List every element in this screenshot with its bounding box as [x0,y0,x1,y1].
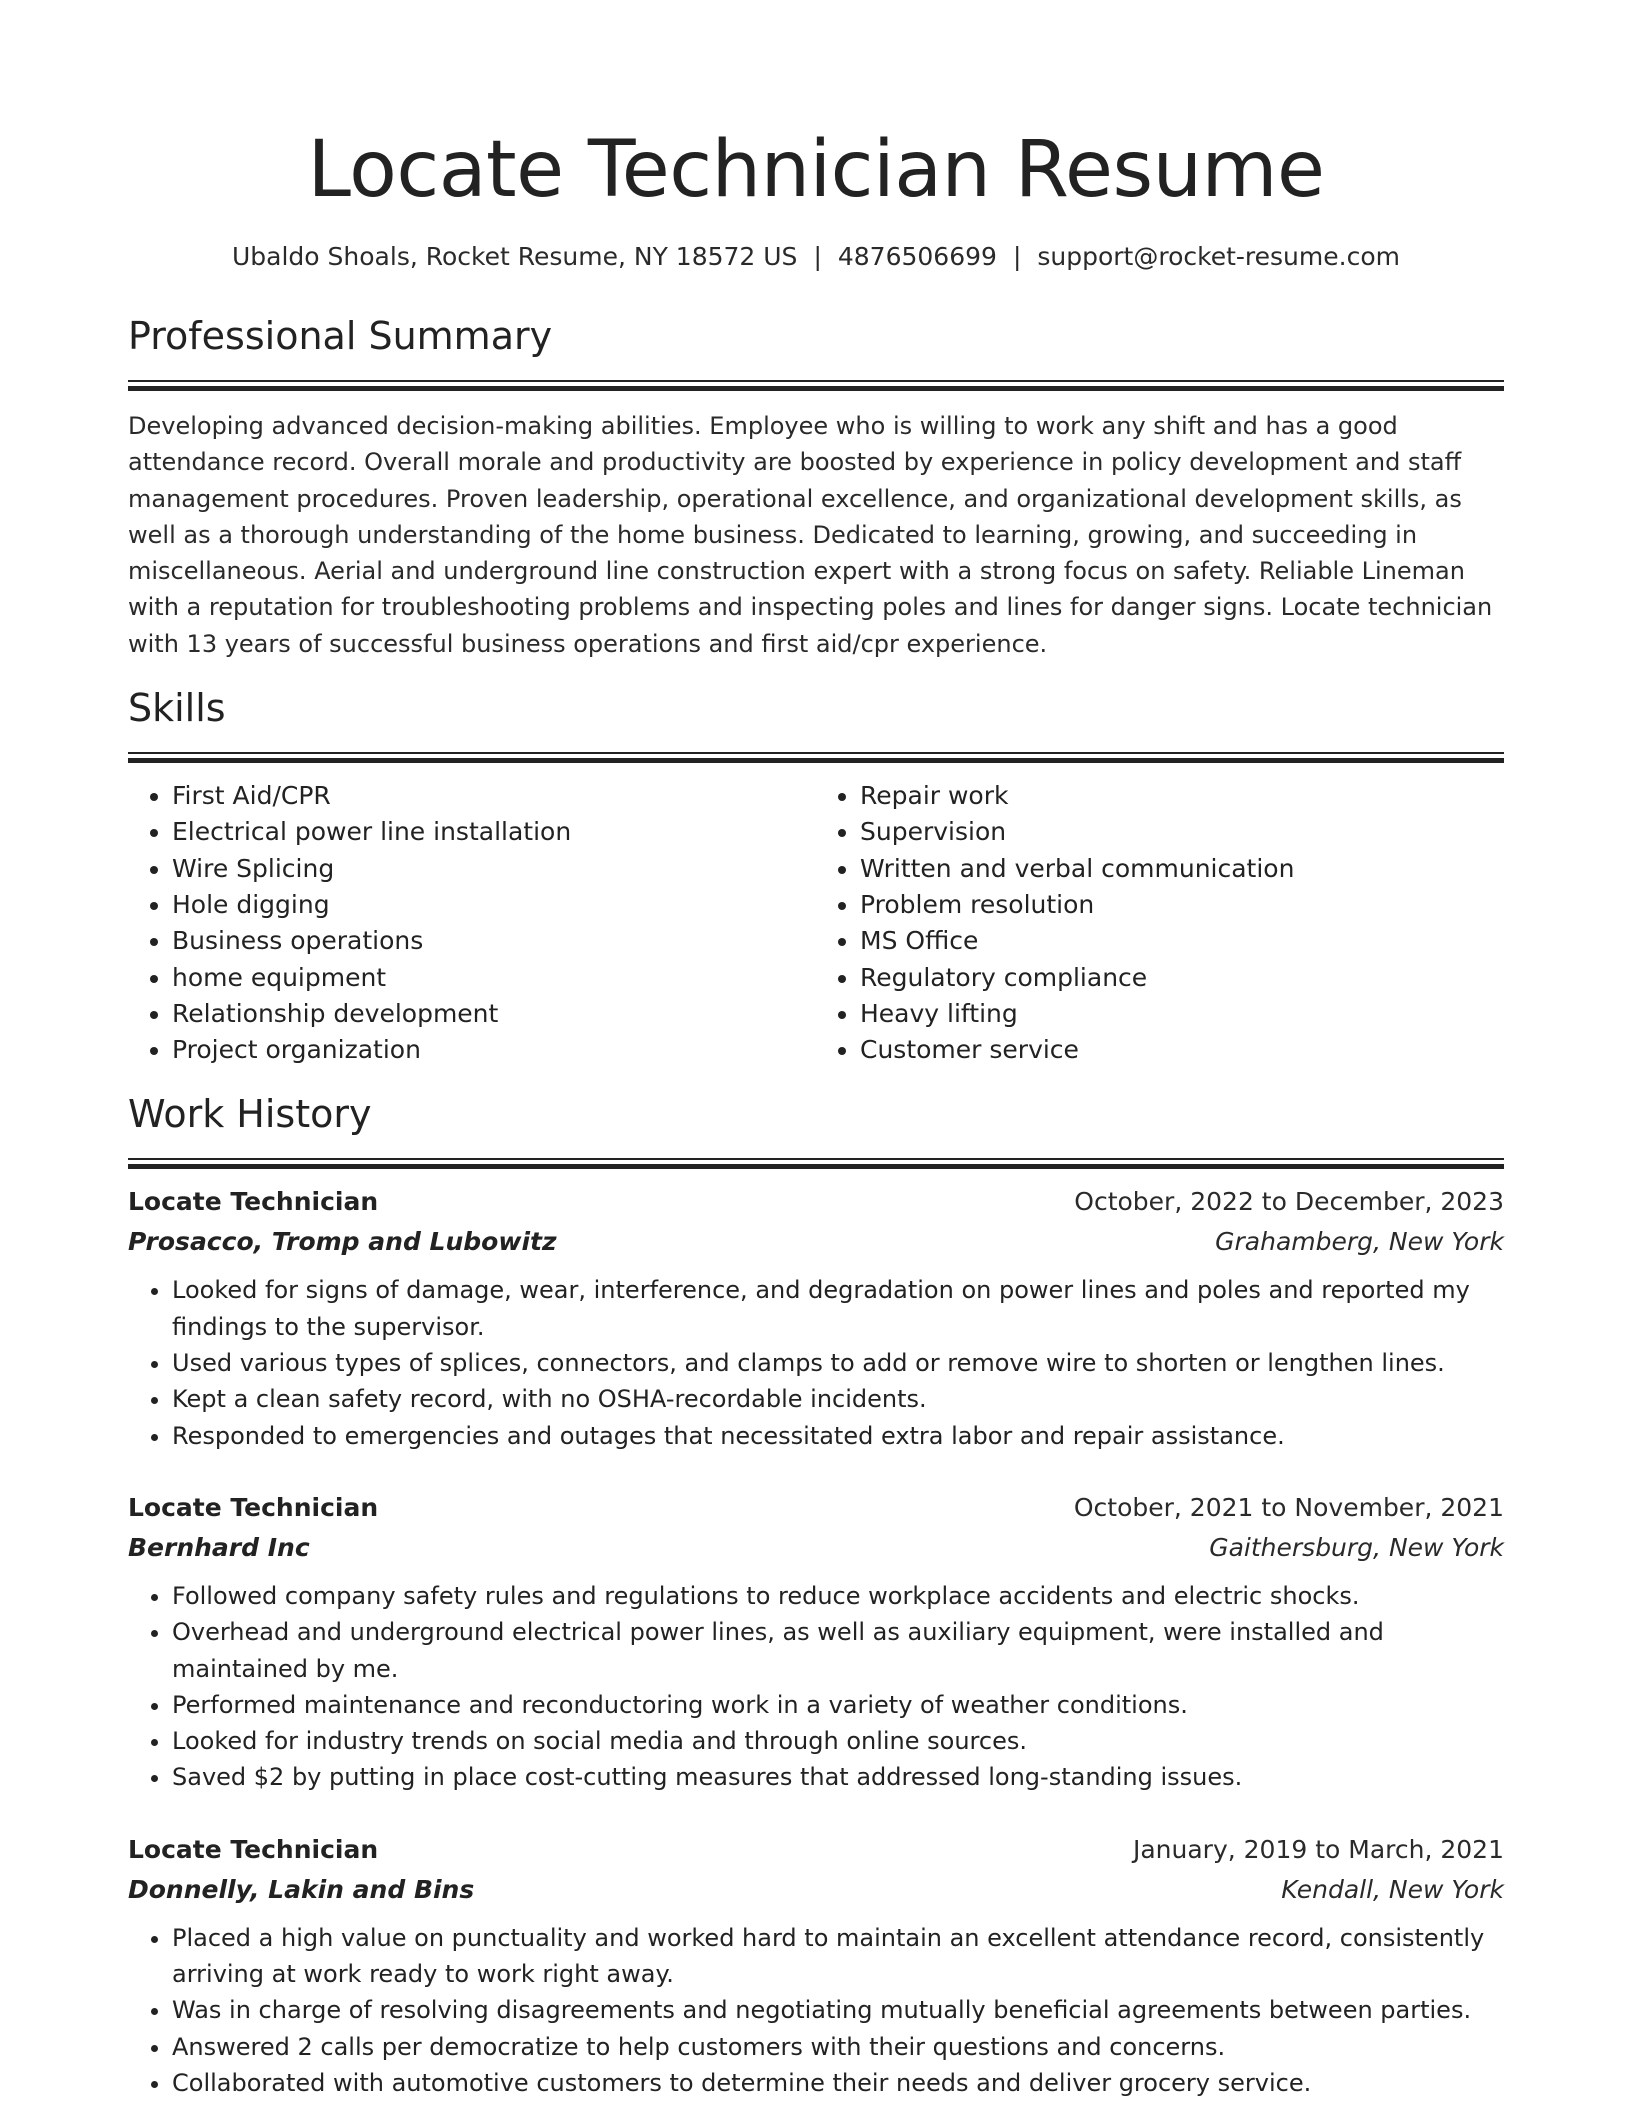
skill-item: • Wire Splicing [172,851,816,887]
job-bullet: • Looked for signs of damage, wear, interference, and degradation on power lines and poles and reported my findings to the supervisor. [172,1272,1504,1345]
skill-item: • Problem resolution [860,887,1504,923]
job-location: Grahamberg, New York [1215,1227,1504,1257]
section-divider [128,380,1504,392]
job-subheader [128,1222,1504,1262]
skill-item: • First Aid/CPR [172,778,816,814]
resume-title: Locate Technician Resume [307,125,1325,215]
job-subheader [128,1870,1504,1910]
contact-separator: | [1012,242,1022,271]
job-bullet: • Looked for industry trends on social media and through online sources. [172,1723,1504,1759]
job-dates: October, 2022 to December, 2023 [1074,1187,1504,1217]
section-divider [128,1158,1504,1170]
summary-section-header [128,312,1504,392]
job-bullet: • Kept a clean safety record, with no OSHA-recordable incidents. [172,1381,1504,1417]
skill-item: • home equipment [172,960,816,996]
contact-line [128,240,1504,274]
skills-heading: Skills [128,686,226,731]
skill-item: • Repair work [860,778,1504,814]
skill-item: • Supervision [860,814,1504,850]
summary-heading: Professional Summary [128,314,553,358]
skills-section-header [128,684,1504,764]
job-location: Kendall, New York [1281,1874,1504,1904]
job-bullet: • Placed a high value on punctuality and worked hard to maintain an excellent attendance record, consistently arriving at work ready to work right away. [172,1920,1504,1993]
job-bullet: • Saved $2 by putting in place cost-cutting measures that addressed long-standing issues. [172,1759,1504,1795]
job-location: Gaithersburg, New York [1209,1532,1504,1562]
skill-item: • Electrical power line installation [172,814,816,850]
job-header [128,1830,1504,1870]
work-section-header [128,1090,1504,1170]
job-bullet: • Collaborated with automotive customers to determine their needs and deliver grocery service. [172,2065,1504,2101]
job-bullet: • Was in charge of resolving disagreements and negotiating mutually beneficial agreements between parties. [172,1992,1504,2028]
job-entry [128,1830,1504,2101]
job-subheader [128,1528,1504,1568]
skill-item: • MS Office [860,923,1504,959]
contact-email[interactable]: support@rocket-resume.com [1037,242,1400,271]
job-header [128,1182,1504,1222]
job-company: Bernhard Inc [128,1532,310,1562]
skill-item: • Written and verbal communication [860,851,1504,887]
contact-separator: | [813,242,822,271]
job-title: Locate Technician [128,1187,379,1217]
job-dates: October, 2021 to November, 2021 [1073,1492,1504,1522]
resume-page [128,0,1504,2101]
job-bullets [128,1272,1504,1453]
skills-list [128,778,1504,1068]
skill-item: • Regulatory compliance [860,960,1504,996]
job-title: Locate Technician [128,1834,379,1864]
job-header [128,1488,1504,1528]
job-bullet: • Performed maintenance and reconductoring work in a variety of weather conditions. [172,1687,1504,1723]
job-bullets [128,1578,1504,1796]
contact-address: Ubaldo Shoals, Rocket Resume, NY 18572 US [232,242,798,271]
skill-item: • Heavy lifting [860,996,1504,1032]
job-entry [128,1488,1504,1796]
job-bullet: • Used various types of splices, connectors, and clamps to add or remove wire to shorten or lengthen lines. [172,1345,1504,1381]
job-title: Locate Technician [128,1492,379,1522]
job-bullet: • Overhead and underground electrical power lines, as well as auxiliary equipment, were installed and maintained by me. [172,1614,1504,1687]
summary-text: Developing advanced decision-making abilities. Employee who is willing to work any shift and has a good attendance record. Overall morale and productivity are boosted by experience in policy development and staff management procedures. Proven leadership, operational excellence, and organizational development skills, as well as a thorough understanding of the home business. Dedicated to learning, growing, and succeeding in miscellaneous. Aerial and underground line construction expert with a strong focus on safety. Reliable Lineman with a reputation for troubleshooting problems and inspecting poles and lines for danger signs. Locate technician with 13 years of successful business operations and first aid/cpr experience. [128,412,1493,658]
job-bullets [128,1920,1504,2101]
skills-column-left [128,778,816,1068]
skill-item: • Hole digging [172,887,816,923]
job-bullet: • Followed company safety rules and regulations to reduce workplace accidents and electric shocks. [172,1578,1504,1614]
job-dates: January, 2019 to March, 2021 [1132,1834,1504,1864]
work-heading: Work History [128,1092,372,1137]
job-company: Donnelly, Lakin and Bins [128,1874,475,1904]
section-divider [128,752,1504,764]
skill-item: • Project organization [172,1032,816,1068]
skill-item: • Customer service [860,1032,1504,1068]
job-bullet: • Responded to emergencies and outages that necessitated extra labor and repair assistance. [172,1418,1504,1454]
contact-phone: 4876506699 [837,242,997,271]
skill-item: • Business operations [172,923,816,959]
job-entry [128,1182,1504,1453]
job-bullet: • Answered 2 calls per democratize to help customers with their questions and concerns. [172,2029,1504,2065]
skill-item: • Relationship development [172,996,816,1032]
job-company: Prosacco, Tromp and Lubowitz [128,1227,557,1257]
skills-column-right [816,778,1504,1068]
